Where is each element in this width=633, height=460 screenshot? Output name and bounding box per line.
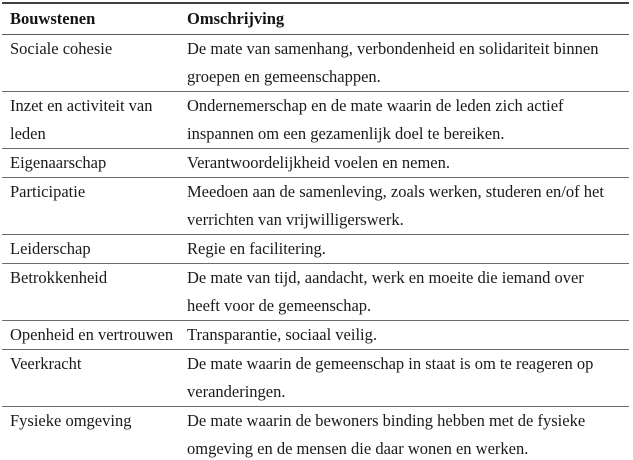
- table-row: [2, 350, 629, 407]
- description-cell: De mate van samenhang, verbondenheid en solidariteit binnen groepen en gemeenschappen.: [185, 35, 629, 92]
- description-cell: De mate waarin de bewoners binding hebben met de fysieke omgeving en de mensen die daar wonen en werken.: [185, 407, 629, 460]
- term-cell: Openheid en vertrouwen: [2, 321, 185, 350]
- term-cell: Leiderschap: [2, 235, 185, 264]
- description-cell: Meedoen aan de samenleving, zoals werken, studeren en/of het verrichten van vrijwilligerswerk.: [185, 178, 629, 235]
- term-cell: Participatie: [2, 178, 185, 235]
- table-row: [2, 321, 629, 350]
- table-row: [2, 178, 629, 235]
- description-cell: Ondernemerschap en de mate waarin de leden zich actief inspannen om een gezamenlijk doel te bereiken.: [185, 92, 629, 149]
- term-cell: Inzet en activiteit van leden: [2, 92, 185, 149]
- table-row: [2, 235, 629, 264]
- column-header-bouwstenen: Bouwstenen: [2, 3, 185, 35]
- description-cell: Transparantie, sociaal veilig.: [185, 321, 629, 350]
- table-header-row: [2, 3, 629, 35]
- bouwstenen-table: [2, 2, 629, 460]
- description-cell: De mate van tijd, aandacht, werk en moeite die iemand over heeft voor de gemeenschap.: [185, 264, 629, 321]
- description-cell: Regie en facilitering.: [185, 235, 629, 264]
- term-cell: Eigenaarschap: [2, 149, 185, 178]
- description-cell: Verantwoordelijkheid voelen en nemen.: [185, 149, 629, 178]
- table-row: [2, 149, 629, 178]
- description-cell: De mate waarin de gemeenschap in staat is om te reageren op veranderingen.: [185, 350, 629, 407]
- table-row: [2, 35, 629, 92]
- term-cell: Fysieke omgeving: [2, 407, 185, 460]
- term-cell: Veerkracht: [2, 350, 185, 407]
- term-cell: Betrokkenheid: [2, 264, 185, 321]
- term-cell: Sociale cohesie: [2, 35, 185, 92]
- column-header-omschrijving: Omschrijving: [185, 3, 629, 35]
- table-row: [2, 264, 629, 321]
- table-row: [2, 407, 629, 460]
- table-row: [2, 92, 629, 149]
